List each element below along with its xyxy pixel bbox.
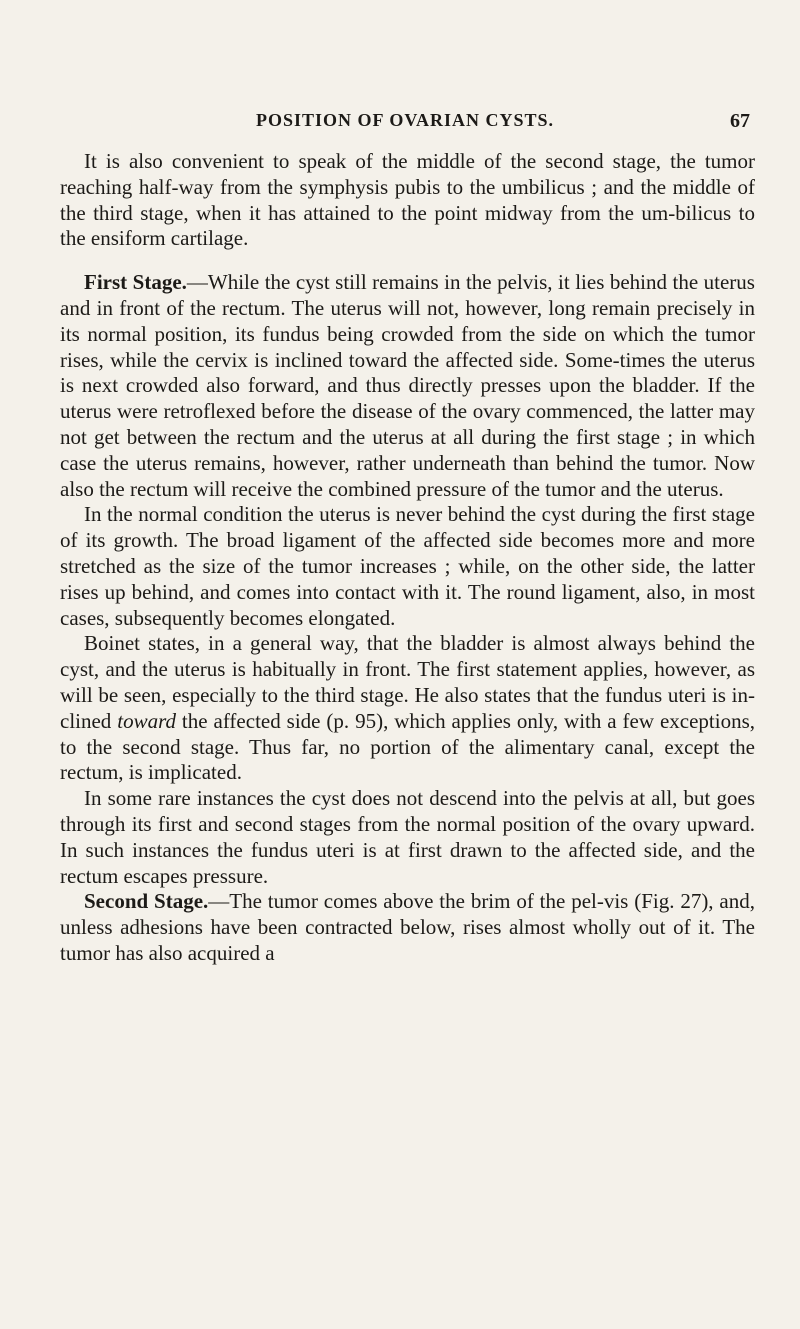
paragraph-rare-instances: In some rare instances the cyst does not descend into the pelvis at all, but goes through its first and second stages from the normal position of the ovary upward. In such instances the fundus uteri is at first drawn to the affected side, and the rectum escapes pressure. [60,786,755,888]
paragraph-first-stage [60,270,755,502]
paragraph-second-stage [60,889,755,966]
paragraph-normal-condition: In the normal condition the uterus is never behind the cyst during the first stage of its growth. The broad ligament of the affected side becomes more and more stretched as the size of the tumor increases ; while, on the other side, the latter rises up behind, and comes into contact with it. The round ligament, also, in most cases, subsequently becomes elongated. [60,502,755,630]
paragraph-boinet [60,631,755,786]
boinet-text-b: the affected side (p. 95), which applies only, with a few exceptions, to the second stage. Thus far, no portion of the alimentary canal, except the rectum, is implicated. [60,708,756,785]
body-text [60,149,755,967]
boinet-emphasis: toward [117,708,176,733]
paragraph-intro: It is also convenient to speak of the middle of the second stage, the tumor reaching half-way from the symphysis pubis to the umbilicus ; and the middle of the third stage, when it has attained to the point midway from the um-bilicus to the ensiform cartilage. [60,149,755,251]
first-stage-text: —While the cyst still remains in the pelvis, it lies behind the uterus and in front of the rectum. The uterus will not, however, long remain precisely in its normal position, its fundus being crowded from the side on which the tumor rises, while the cervix is inclined toward the affected side. Some-times the uterus is next crowded also forward, and thus directly presses upon the bladder. If the uterus were retroflexed before the disease of the ovary commenced, the latter may not get between the rectum and the uterus at all during the first stage ; in which case the uterus remains, however, rather underneath than behind the tumor. Now also the rectum will receive the combined pressure of the tumor and the uterus. [60,270,755,501]
first-stage-heading: First Stage. [84,270,187,295]
boinet-text-a: Boinet states, in a general way, that the bladder is almost always behind the cyst, and the uterus is habitually in front. The first statement applies, however, as will be seen, especially to the third stage. He also states that the fundus uteri is in-clined [60,631,755,733]
second-stage-text: —The tumor comes above the brim of the pel-vis (Fig. 27), and, unless adhesions have been contracted below, rises almost wholly out of it. The tumor has also acquired a [60,889,755,965]
page-header [60,110,750,136]
second-stage-heading: Second Stage. [84,889,209,914]
page-number: 67 [730,110,750,132]
running-title: POSITION OF OVARIAN CYSTS. [255,110,555,130]
